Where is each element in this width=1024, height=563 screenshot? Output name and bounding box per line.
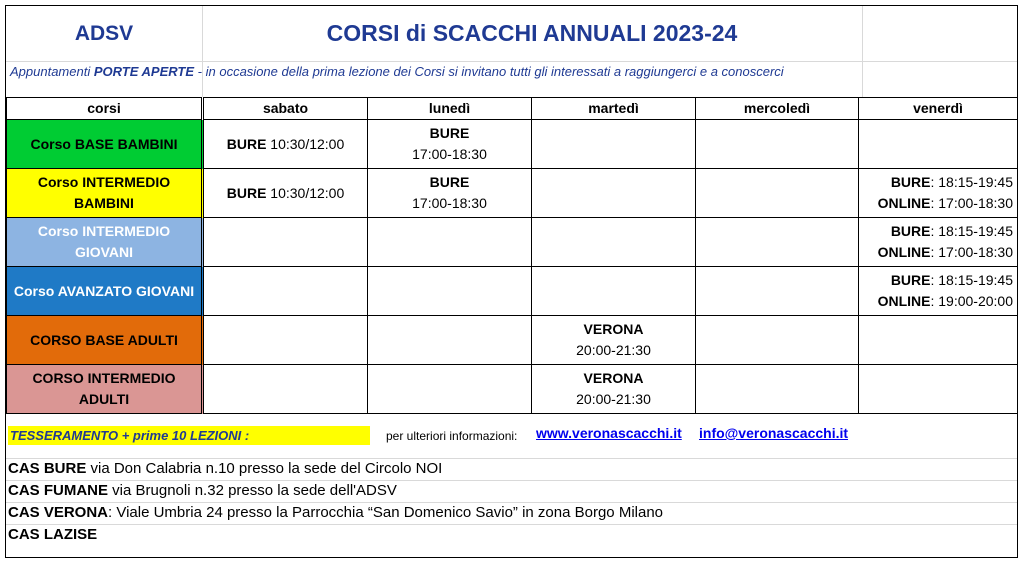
schedule-cell [368, 316, 532, 365]
location: VERONA [583, 370, 644, 386]
location: BURE [429, 125, 470, 141]
location: BURE [890, 223, 931, 239]
time: 17:00-18:30 [412, 146, 487, 162]
location-name: CAS LAZISE [8, 526, 98, 543]
location: ONLINE [877, 195, 931, 211]
location-line [8, 460, 442, 477]
schedule-cell [532, 169, 696, 218]
schedule-cell [859, 120, 1018, 169]
open-doors-note [10, 64, 784, 88]
membership-note: TESSERAMENTO + prime 10 LEZIONI : [8, 426, 370, 445]
time: : 18:15-19:45 [930, 272, 1013, 288]
location-address: : Viale Umbria 24 presso la Parrocchia “San Domenico Savio” in zona Borgo Milano [108, 504, 664, 521]
table-row [7, 365, 1018, 414]
schedule-cell [203, 365, 368, 414]
schedule-cell [532, 365, 696, 414]
course-name [7, 267, 203, 316]
note-prefix: Appuntamenti [10, 64, 91, 79]
time: : 17:00-18:30 [930, 195, 1013, 211]
schedule-cell [368, 169, 532, 218]
schedule-cell [203, 218, 368, 267]
org-name: ADSV [74, 21, 134, 45]
note-highlight: PORTE APERTE [93, 64, 195, 79]
course-name [7, 365, 203, 414]
spreadsheet [5, 5, 1018, 558]
location-name: CAS VERONA [8, 504, 109, 521]
course-label-line1: CORSO INTERMEDIO [32, 370, 176, 386]
schedule-cell [532, 267, 696, 316]
col-header-venerdi: venerdì [859, 98, 1018, 120]
grid-line [6, 61, 1017, 62]
location: VERONA [583, 321, 644, 337]
website-link[interactable]: www.veronascacchi.it [536, 425, 682, 441]
time: : 19:00-20:00 [930, 293, 1013, 309]
schedule-cell [203, 169, 368, 218]
time: 10:30/12:00 [270, 184, 345, 201]
schedule-cell [859, 218, 1018, 267]
location: BURE [226, 184, 267, 201]
grid-line [6, 524, 1017, 525]
table-row [7, 120, 1018, 169]
location-address: via Brugnoli n.32 presso la sede dell'ADSV [108, 482, 397, 499]
schedule-cell [203, 267, 368, 316]
time: 17:00-18:30 [412, 195, 487, 211]
schedule-cell [368, 365, 532, 414]
time: : 18:15-19:45 [930, 174, 1013, 190]
course-label: CORSO BASE ADULTI [30, 331, 178, 348]
note-text: - in occasione della prima lezione dei Corsi si invitano tutti gli interessati a raggiungerci e a conoscerci [197, 64, 784, 79]
col-header-lunedi: lunedì [368, 98, 532, 120]
table-row [7, 218, 1018, 267]
time: : 18:15-19:45 [930, 223, 1013, 239]
course-name [7, 218, 203, 267]
location-name: CAS BURE [8, 460, 87, 477]
course-label: Corso BASE BAMBINI [30, 135, 178, 152]
col-header-mercoledi: mercoledì [696, 98, 859, 120]
email-link[interactable]: info@veronascacchi.it [699, 425, 849, 441]
title-row [6, 6, 1017, 61]
schedule-cell [696, 169, 859, 218]
course-label-line2: BAMBINI [74, 195, 134, 211]
location: BURE [890, 174, 931, 190]
schedule-cell [859, 267, 1018, 316]
schedule-cell [203, 120, 368, 169]
course-label-line2: GIOVANI [74, 244, 134, 260]
location-line [8, 482, 397, 499]
schedule-cell [696, 120, 859, 169]
table-header-row [7, 98, 1018, 120]
schedule-cell [696, 267, 859, 316]
col-header-martedi: martedì [532, 98, 696, 120]
schedule-cell [532, 316, 696, 365]
schedule-cell [532, 218, 696, 267]
course-label-line1: Corso INTERMEDIO [37, 174, 171, 190]
schedule-cell [203, 316, 368, 365]
schedule-cell [532, 120, 696, 169]
schedule-cell [859, 316, 1018, 365]
schedule-cell [696, 218, 859, 267]
schedule-cell [368, 218, 532, 267]
schedule-cell [696, 365, 859, 414]
location: BURE [429, 174, 470, 190]
info-label: per ulteriori informazioni: [386, 429, 518, 443]
schedule-cell [859, 169, 1018, 218]
time: : 17:00-18:30 [930, 244, 1013, 260]
course-label: Corso AVANZATO GIOVANI [13, 282, 195, 299]
location-address: via Don Calabria n.10 presso la sede del Circolo NOI [86, 460, 443, 477]
location: ONLINE [877, 293, 931, 309]
schedule-table [6, 97, 1018, 414]
location-line [8, 526, 97, 543]
course-label-line1: Corso INTERMEDIO [37, 223, 171, 239]
grid-line [6, 502, 1017, 503]
location: BURE [890, 272, 931, 288]
table-row [7, 169, 1018, 218]
time: 20:00-21:30 [576, 342, 651, 358]
schedule-cell [859, 365, 1018, 414]
course-name [7, 169, 203, 218]
time: 10:30/12:00 [270, 135, 345, 152]
course-label-line2: ADULTI [78, 391, 130, 407]
location: ONLINE [877, 244, 931, 260]
course-name [7, 316, 203, 365]
location-line [8, 504, 663, 521]
table-row [7, 267, 1018, 316]
col-header-sabato: sabato [203, 98, 368, 120]
table-row [7, 316, 1018, 365]
location: BURE [226, 135, 267, 152]
course-name [7, 120, 203, 169]
schedule-cell [368, 267, 532, 316]
location-name: CAS FUMANE [8, 482, 108, 499]
schedule-cell [368, 120, 532, 169]
grid-line [6, 458, 1017, 459]
time: 20:00-21:30 [576, 391, 651, 407]
page-title: CORSI di SCACCHI ANNUALI 2023-24 [326, 20, 738, 46]
schedule-cell [696, 316, 859, 365]
col-header-corsi: corsi [7, 98, 203, 120]
grid-line [6, 480, 1017, 481]
